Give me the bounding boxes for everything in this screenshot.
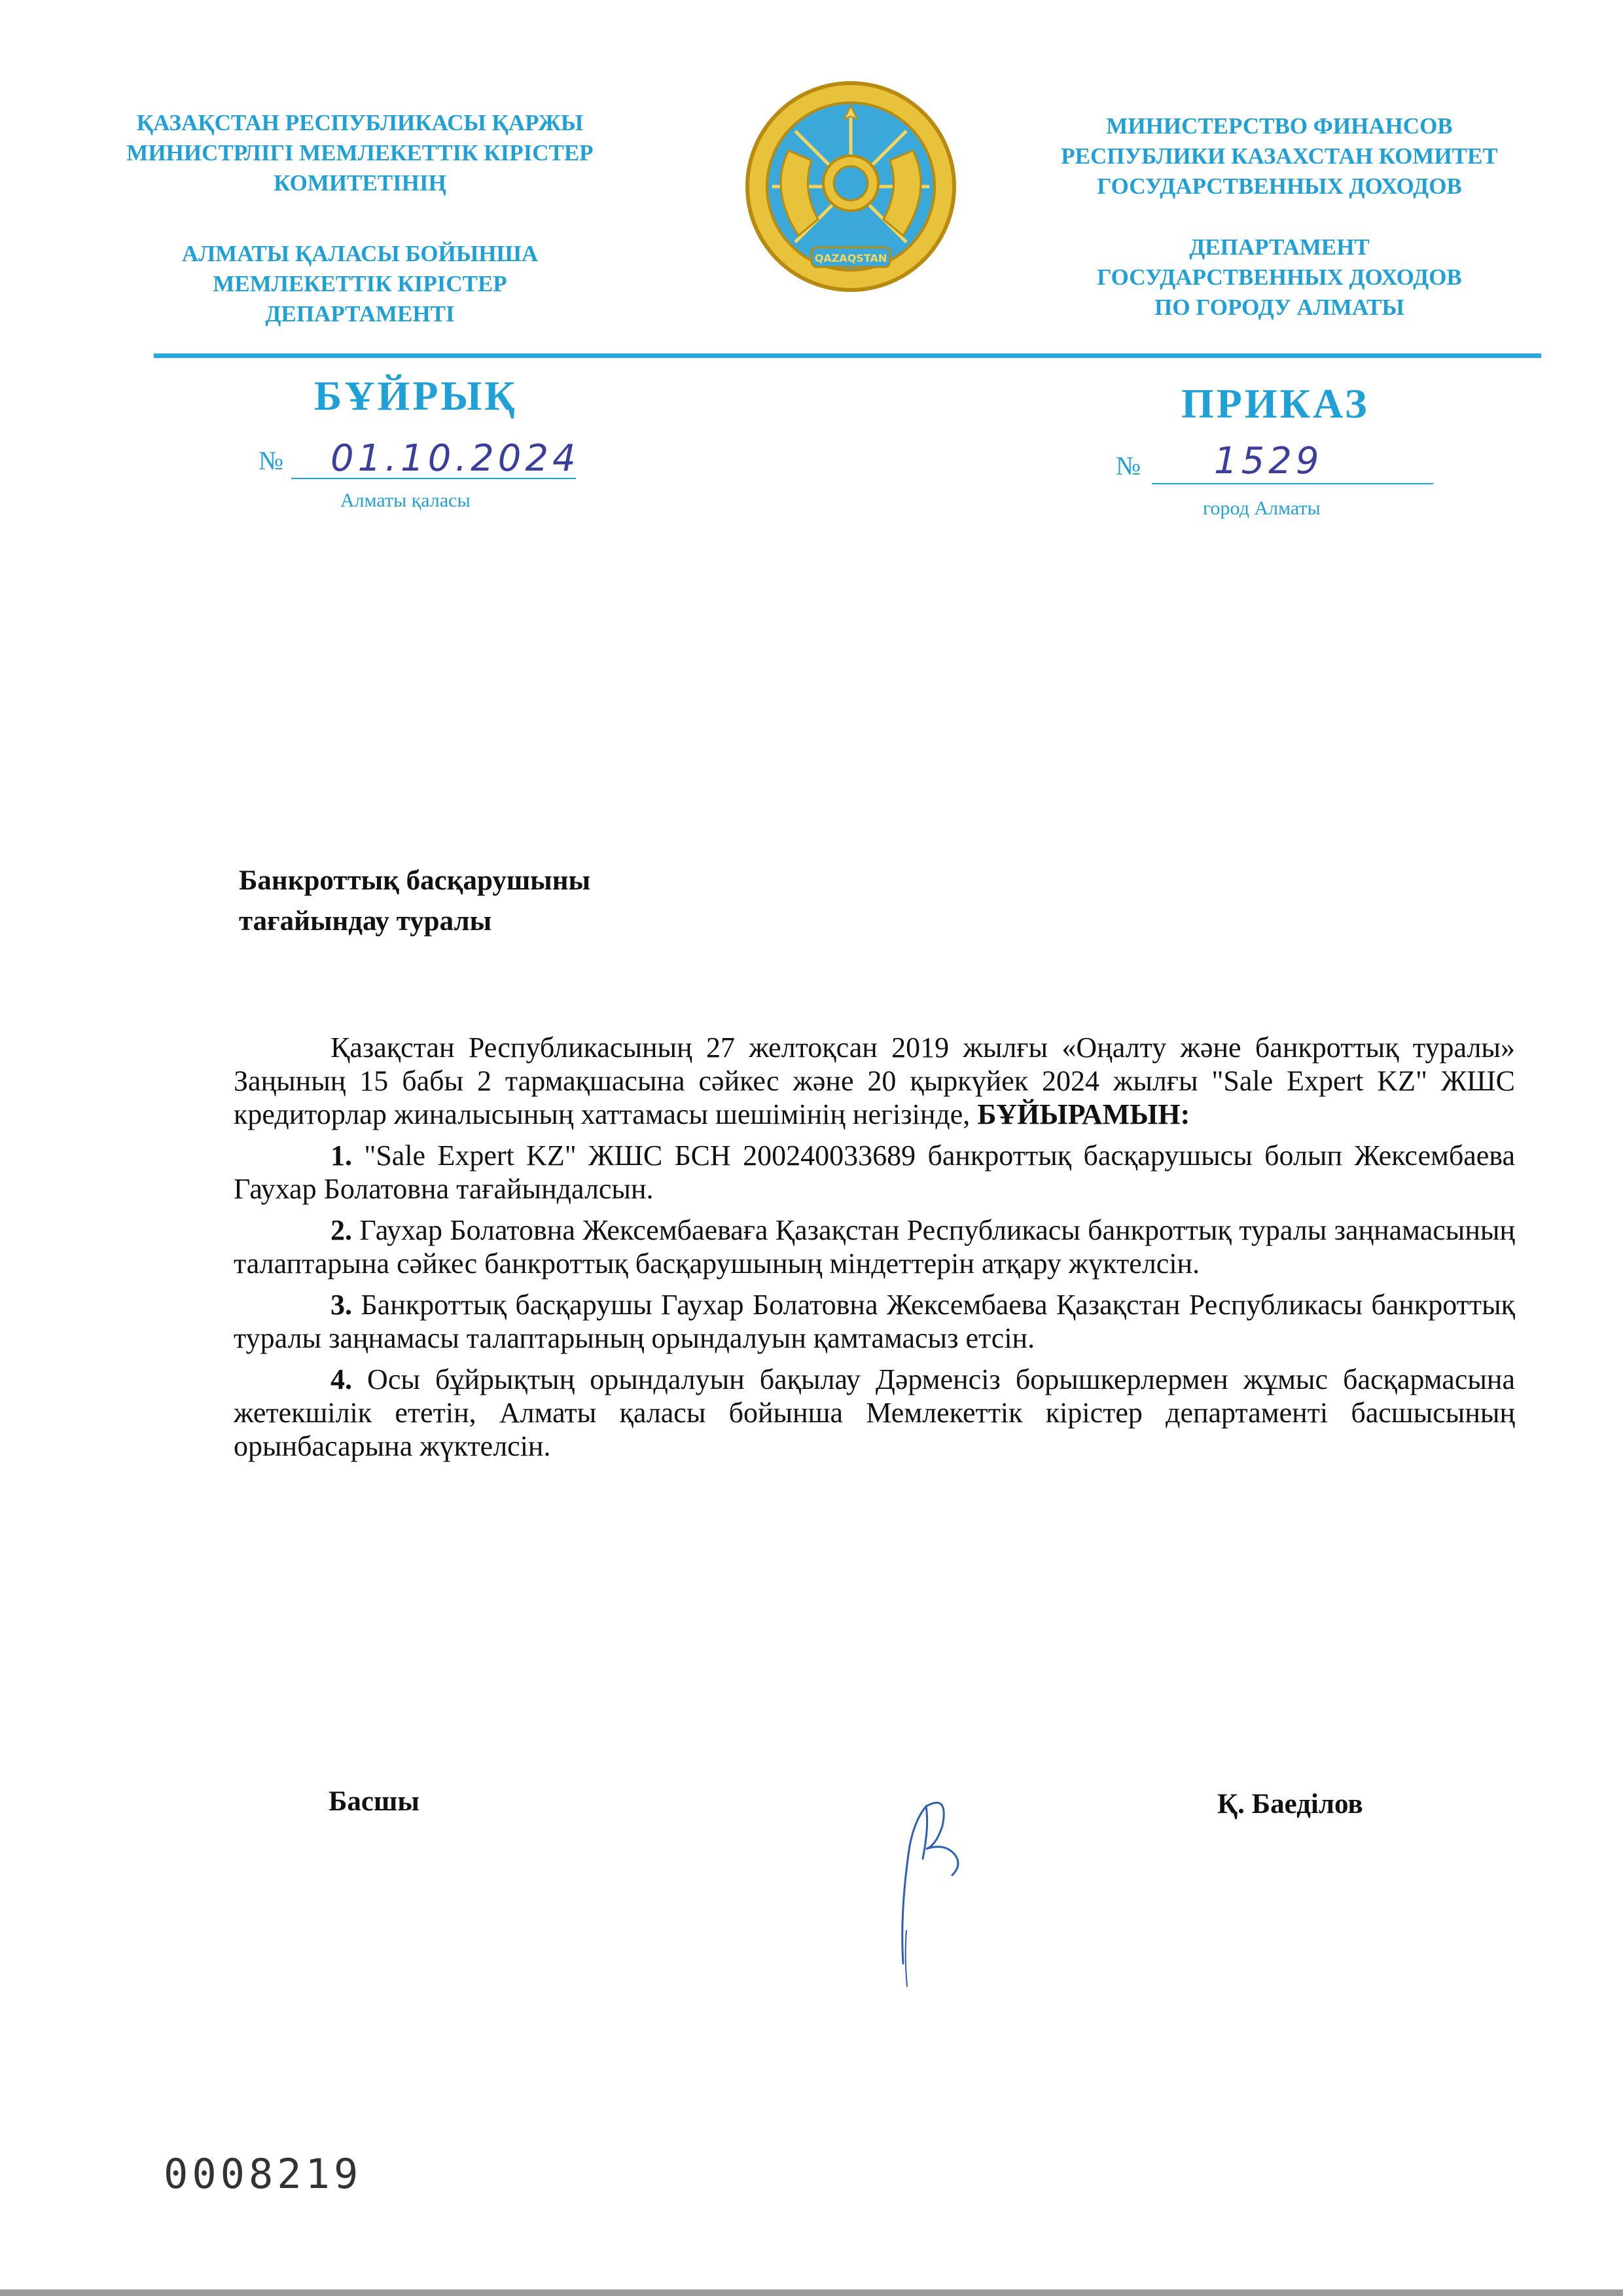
scan-bottom-edge (0, 2289, 1623, 2296)
body-item-number: 4. (330, 1363, 352, 1395)
subject-line: тағайындау туралы (239, 906, 492, 937)
signatory-title: Басшы (329, 1786, 419, 1817)
order-type-ru: ПРИКАЗ (1181, 380, 1370, 427)
form-serial-number: 0008219 (164, 2150, 363, 2198)
handwritten-signature-icon (864, 1767, 995, 1996)
order-number-handwritten: 1529 (1214, 440, 1323, 482)
body-item-number: 1. (330, 1139, 352, 1172)
date-number-label: № (259, 446, 284, 475)
state-emblem-icon (743, 79, 959, 295)
body-item (234, 1213, 1515, 1280)
header-right-org-line: ГОСУДАРСТВЕННЫХ ДОХОДОВ (1097, 173, 1462, 199)
body-item (234, 1363, 1515, 1463)
body-item-number: 3. (330, 1289, 352, 1321)
header-left-dept-line: АЛМАТЫ ҚАЛАСЫ БОЙЫНША (181, 241, 539, 266)
body-item-text: "Sale Expert KZ" ЖШС БСН 200240033689 банкроттық басқарушысы болып Жексембаева Гаухар Болатовна тағайындалсын. (234, 1139, 1515, 1205)
body-item (234, 1288, 1515, 1355)
body-intro-bold: БҰЙЫРАМЫН: (977, 1098, 1190, 1130)
header-left-org-line: МИНИСТРЛІГІ МЕМЛЕКЕТТІК КІРІСТЕР (126, 140, 594, 166)
header-left-org-line: КОМИТЕТІНІҢ (274, 170, 446, 196)
header-right-dept-line: ПО ГОРОДУ АЛМАТЫ (1154, 295, 1404, 320)
body-item-text: Гаухар Болатовна Жексембаеваға Қазақстан Республикасы банкроттық туралы заңнамасының талаптарына сәйкес банкроттық басқарушының міндеттерін атқару жүктелсін. (234, 1214, 1516, 1280)
city-ru: город Алматы (1203, 497, 1321, 519)
order-date-handwritten: 01.10.2024 (330, 437, 580, 480)
header-right-dept-line: ДЕПАРТАМЕНТ (1189, 234, 1370, 260)
emblem-text: QAZAQSTAN (814, 252, 887, 264)
body-item-text: Банкроттық басқарушы Гаухар Болатовна Жексембаева Қазақстан Республикасы банкроттық туралы заңнамасы талаптарының орындалуын қамтамасыз етсін. (234, 1289, 1516, 1354)
body-item-text: Осы бұйрықтың орындалуын бақылау Дәрменсіз борышкерлермен жұмыс басқармасына жетекшілік ететін, Алматы қаласы бойынша Мемлекеттік кірістер департаменті басшысының орынбасарына жүктелсін. (234, 1363, 1515, 1462)
header-left-dept-line: МЕМЛЕКЕТТІК КІРІСТЕР ДЕПАРТАМЕНТІ (213, 271, 507, 327)
header-right-dept-line: ГОСУДАРСТВЕННЫХ ДОХОДОВ (1097, 264, 1462, 290)
signatory-name: Қ. Баеділов (1217, 1789, 1363, 1820)
header-left-org-line: ҚАЗАҚСТАН РЕСПУБЛИКАСЫ ҚАРЖЫ (136, 110, 584, 135)
body-item-number: 2. (330, 1214, 352, 1246)
header-right-dept (1041, 232, 1518, 323)
number-underline (1152, 483, 1433, 484)
body-intro-text: Қазақстан Республикасының 27 желтоқсан 2019 жылғы «Оңалту және банкроттық туралы» Заңының 15 бабы 2 тармақшасына сәйкес және 20 қыркүйек 2024 жылғы "Sale Expert KZ" ЖШС кредиторлар жиналысының хаттамасы шешімінің негізінде, (234, 1031, 1515, 1130)
body-intro (234, 1031, 1515, 1131)
header-right-org (1041, 111, 1518, 202)
city-kz: Алматы қаласы (340, 490, 471, 511)
header-left-org (124, 108, 596, 198)
body-item (234, 1139, 1515, 1206)
order-body (234, 1031, 1515, 1471)
header-right-org-line: РЕСПУБЛИКИ КАЗАХСТАН КОМИТЕТ (1061, 143, 1498, 169)
header-divider (154, 353, 1541, 358)
order-subject (239, 861, 828, 942)
order-type-kz: БҰЙРЫҚ (314, 372, 518, 419)
order-number-label: № (1116, 451, 1141, 480)
header-right-org-line: МИНИСТЕРСТВО ФИНАНСОВ (1106, 113, 1453, 139)
header-left-dept (124, 239, 596, 329)
subject-line: Банкроттық басқарушыны (239, 865, 591, 896)
